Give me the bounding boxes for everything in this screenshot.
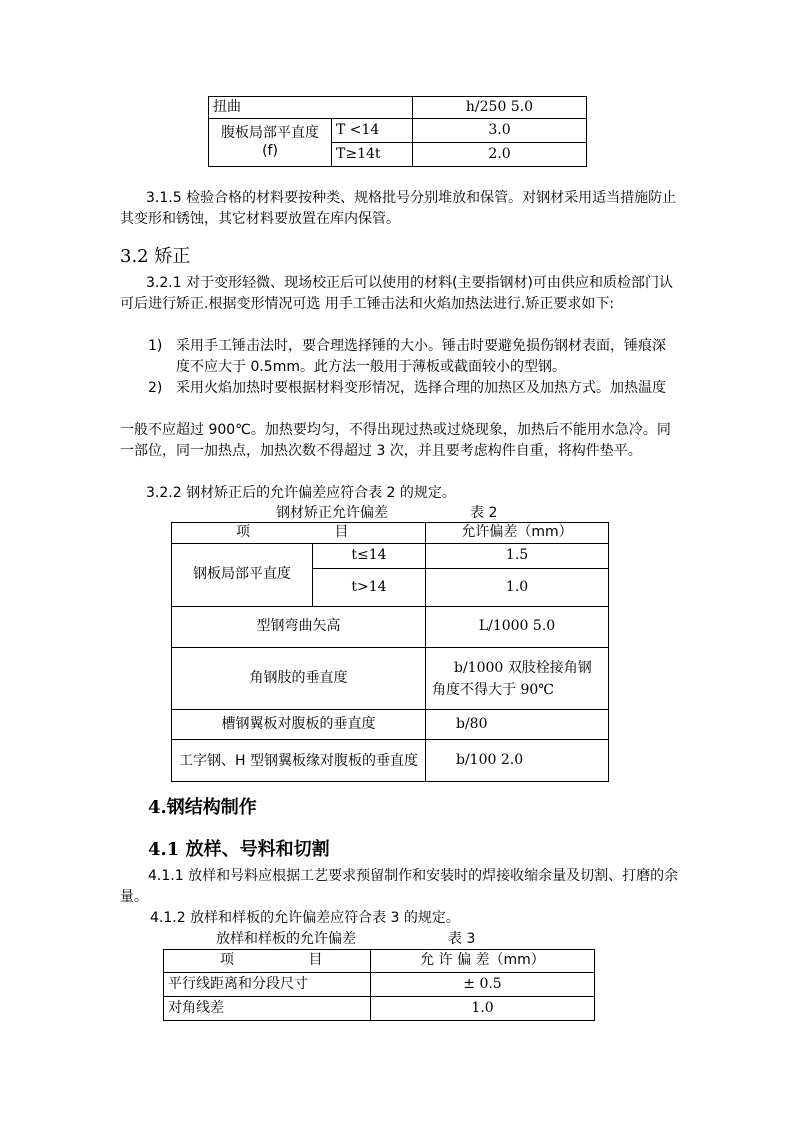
section-heading-4: 4.钢结构制作 (148, 797, 257, 818)
table-cell: 2.0 (413, 143, 587, 167)
table-header-item (164, 950, 371, 973)
table-header-item-a: 项 (220, 952, 234, 969)
table-cell: 对角线差 (164, 997, 371, 1021)
paragraph-4-1-1: 4.1.1 放样和号料应根据工艺要求预留制作和安装时的焊接收缩余量及切割、打磨的余量。 (120, 868, 679, 905)
table-3-number: 表 3 (448, 931, 476, 947)
table-cell: t>14 (313, 569, 426, 607)
list-item-1-number: 1) (148, 338, 163, 354)
table-cell: 腹板局部平直度(f) (209, 119, 332, 167)
table-2-caption: 钢材矫正允许偏差 (276, 505, 388, 521)
table-cell: L/1000 5.0 (426, 607, 609, 648)
table-2-number: 表 2 (470, 505, 498, 521)
table-header-item-b: 目 (334, 524, 349, 541)
table-cell: 1.5 (426, 544, 609, 569)
list-item-2-number: 2) (148, 380, 163, 396)
table-cell: 3.0 (413, 119, 587, 143)
table-cell: 钢板局部平直度 (172, 544, 313, 607)
table-cell: ± 0.5 (371, 973, 595, 997)
paragraph-4-1-2: 4.1.2 放样和样板的允许偏差应符合表 3 的规定。 (150, 910, 460, 926)
table-cell: T≥14t (332, 143, 413, 167)
table-cell: h/250 5.0 (413, 97, 587, 119)
section-heading-3-2: 3.2 矫正 (120, 246, 191, 267)
table-cell: T <14 (332, 119, 413, 143)
table-header-value: 允许偏差（mm） (426, 523, 609, 544)
table-3 (163, 949, 595, 1021)
table-cell: 扭曲 (209, 97, 413, 119)
table-1 (208, 96, 587, 167)
list-item-1: 采用手工锤击法时，要合理选择锤的大小。锤击时要避免损伤钢材表面，锤痕深度不应大于 0.5mm。此方法一般用于薄板或截面较小的型钢。 (176, 338, 666, 375)
table-header-item-a: 项 (236, 524, 250, 541)
list-item-2: 采用火焰加热时要根据材料变形情况，选择合理的加热区及加热方式。加热温度 (176, 380, 666, 396)
table-header-item (172, 523, 426, 544)
table-3-caption: 放样和样板的允许偏差 (216, 931, 356, 947)
table-cell: 型钢弯曲矢高 (172, 607, 426, 648)
table-2 (171, 522, 609, 782)
table-cell: 槽钢翼板对腹板的垂直度 (172, 710, 426, 740)
table-cell: t≤14 (313, 544, 426, 569)
table-cell: b/80 (426, 710, 609, 740)
paragraph-3-1-5: 3.1.5 检验合格的材料要按种类、规格批号分别堆放和保管。对钢材采用适当措施防止其变形和锈蚀，其它材料要放置在库内保管。 (120, 190, 677, 227)
paragraph-3-2-2: 3.2.2 钢材矫正后的允许偏差应符合表 2 的规定。 (146, 485, 456, 501)
paragraph-heating: 一般不应超过 900℃。加热要均匀，不得出现过热或过烧现象，加热后不能用水急冷。同一部位，同一加热点，加热次数不得超过 3 次，并且要考虑构件自重，将构件垫平。 (120, 422, 671, 459)
table-header-value: 允 许 偏 差（mm） (371, 950, 595, 973)
table-cell: 工字钢、H 型钢翼板缘对腹板的垂直度 (172, 740, 426, 782)
paragraph-3-2-1: 3.2.1 对于变形轻微、现场校正后可以使用的材料(主要指钢材)可由供应和质检部门认可后进行矫正.根据变形情况可选 用手工锤击法和火焰加热法进行.矫正要求如下: (120, 275, 673, 312)
table-cell: b/100 2.0 (426, 740, 609, 782)
table-cell: 1.0 (371, 997, 595, 1021)
table-cell: 平行线距离和分段尺寸 (164, 973, 371, 997)
section-heading-4-1: 4.1 放样、号料和切割 (148, 839, 330, 860)
table-cell: b/1000 双肢栓接角钢角度不得大于 90℃ (426, 648, 609, 710)
table-header-item-b: 目 (308, 952, 323, 969)
table-cell: 角钢肢的垂直度 (172, 648, 426, 710)
table-cell: 1.0 (426, 569, 609, 607)
